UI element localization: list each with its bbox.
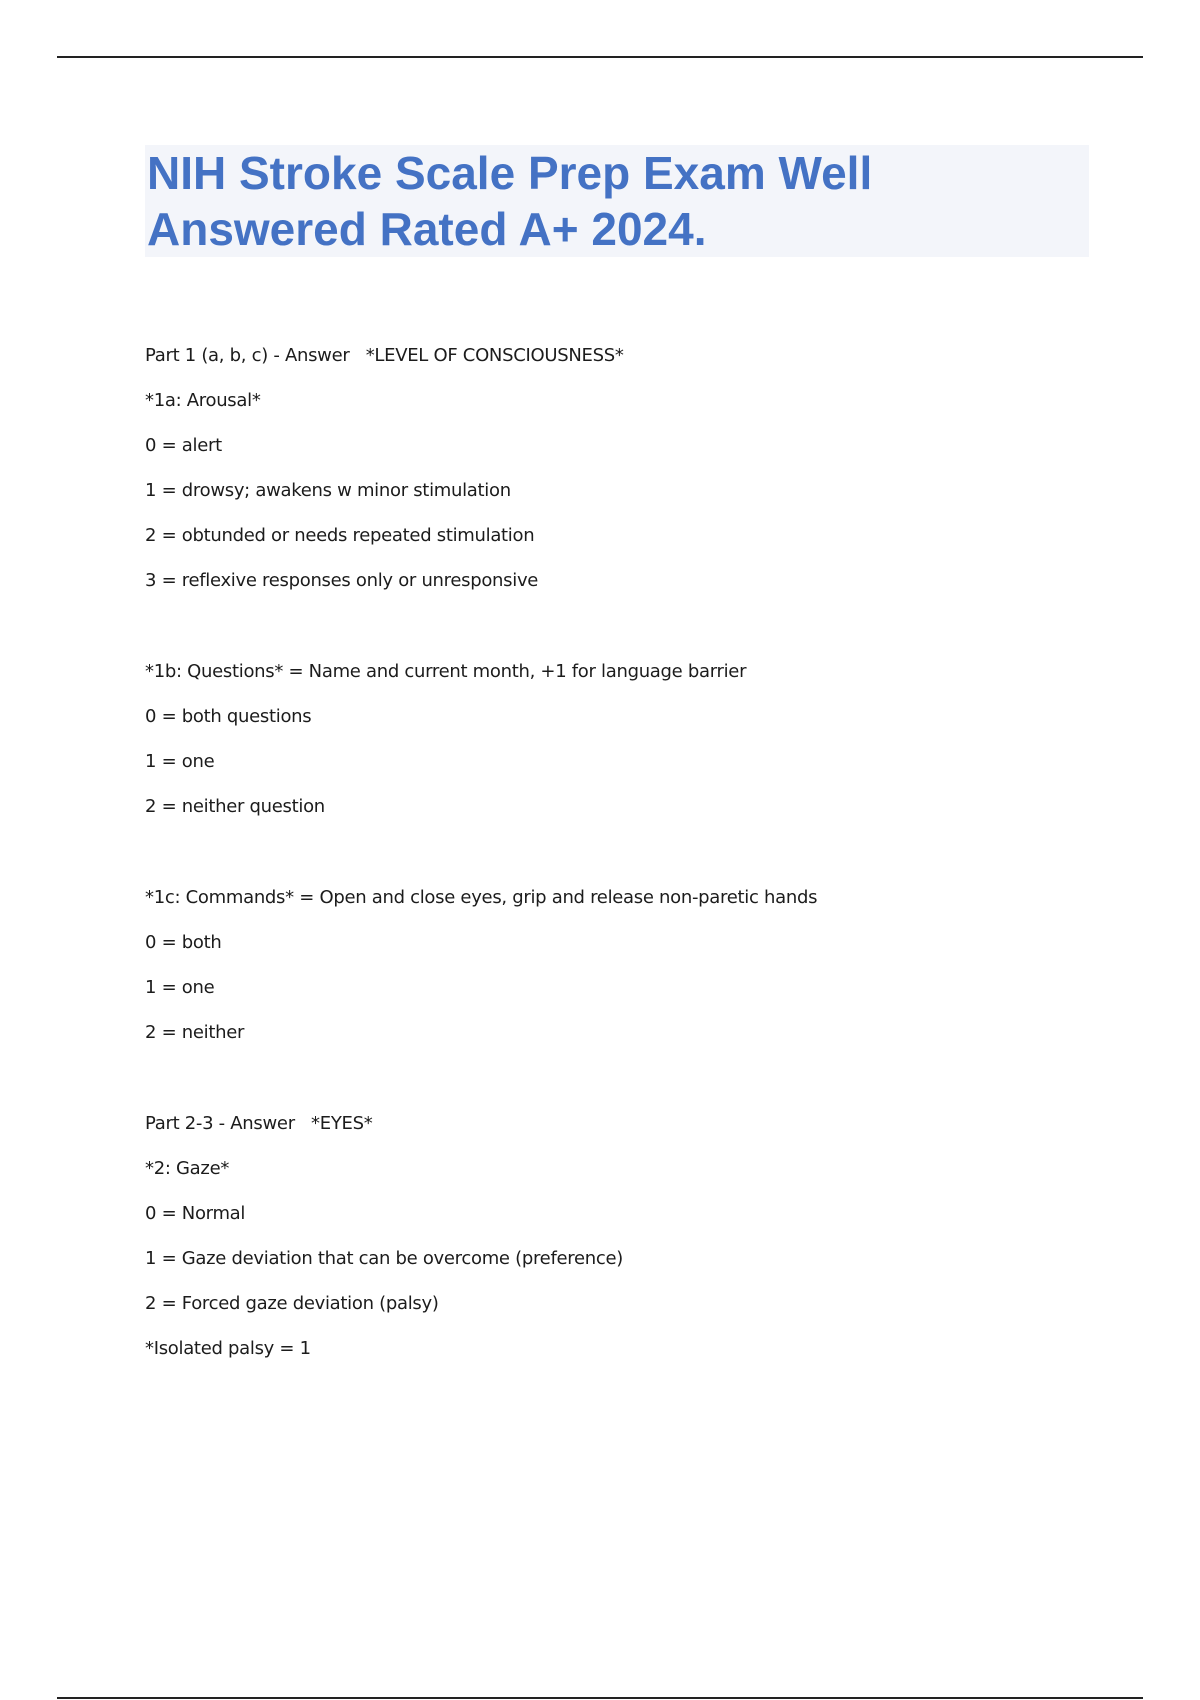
score-line: 0 = alert — [145, 435, 222, 456]
document-body — [145, 345, 1105, 1360]
section-level-of-consciousness — [145, 345, 1105, 592]
subsection-heading: *2: Gaze* — [145, 1158, 230, 1179]
section-questions — [145, 661, 1105, 818]
section-commands — [145, 887, 1105, 1044]
score-line: 1 = Gaze deviation that can be overcome (preference) — [145, 1248, 623, 1269]
subsection-heading: *1a: Arousal* — [145, 390, 261, 411]
section-eyes — [145, 1113, 1105, 1360]
document-title: NIH Stroke Scale Prep Exam Well Answered Rated A+ 2024. — [147, 147, 873, 255]
subsection-heading: *1b: Questions* = Name and current month, +1 for language barrier — [145, 661, 747, 682]
score-line: 0 = Normal — [145, 1203, 246, 1224]
page-bottom-rule — [57, 1697, 1143, 1699]
subsection-heading: *1c: Commands* = Open and close eyes, grip and release non-paretic hands — [145, 887, 818, 908]
page-top-rule — [57, 56, 1143, 58]
score-line: 0 = both — [145, 932, 222, 953]
score-line: 2 = obtunded or needs repeated stimulation — [145, 525, 535, 546]
score-line: 3 = reflexive responses only or unresponsive — [145, 570, 539, 591]
score-line: 2 = neither question — [145, 796, 325, 817]
section-heading: Part 1 (a, b, c) - Answer *LEVEL OF CONSCIOUSNESS* — [145, 345, 624, 366]
title-banner — [145, 145, 1089, 257]
score-line: 2 = neither — [145, 1022, 245, 1043]
score-line: 2 = Forced gaze deviation (palsy) — [145, 1293, 439, 1314]
score-line: 1 = drowsy; awakens w minor stimulation — [145, 480, 511, 501]
section-heading: Part 2-3 - Answer *EYES* — [145, 1113, 373, 1134]
score-line: 0 = both questions — [145, 706, 312, 727]
note-line: *Isolated palsy = 1 — [145, 1338, 311, 1359]
score-line: 1 = one — [145, 977, 215, 998]
score-line: 1 = one — [145, 751, 215, 772]
